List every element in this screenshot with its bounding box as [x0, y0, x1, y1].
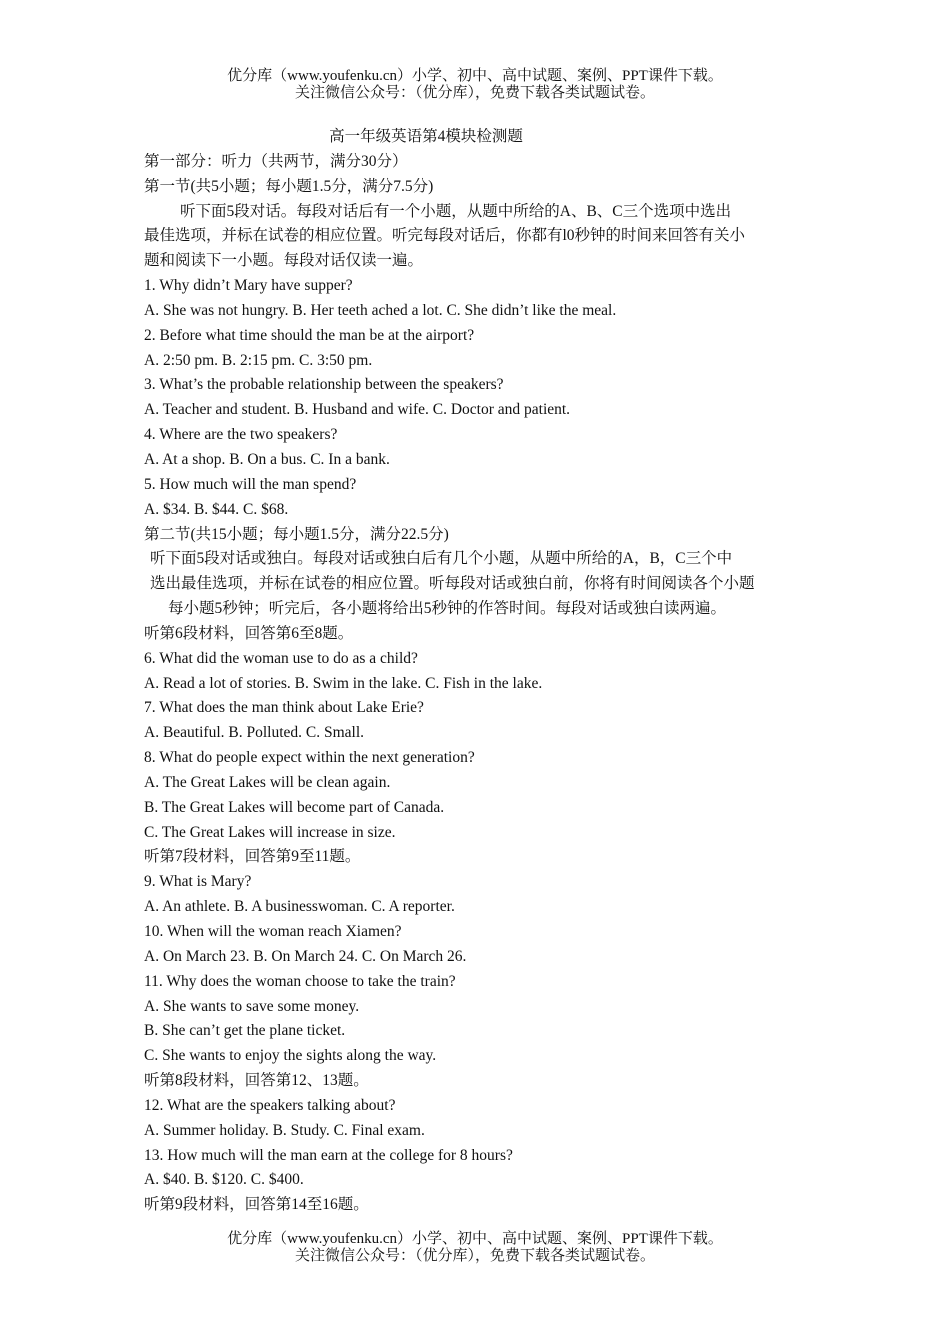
question-3-options: A. Teacher and student. B. Husband and wife. C. Doctor and patient.	[144, 401, 571, 419]
question-4: 4. Where are the two speakers?	[144, 426, 338, 444]
question-12-options: A. Summer holiday. B. Study. C. Final exam.	[144, 1121, 425, 1139]
footer-line-2: 关注微信公众号：（优分库），免费下载各类试题试卷。	[294, 1248, 655, 1264]
question-5: 5. How much will the man spend?	[144, 475, 357, 493]
question-4-options: A. At a shop. B. On a bus. C. In a bank.	[144, 450, 390, 468]
question-6: 6. What did the woman use to do as a child?	[144, 649, 418, 667]
question-11-option-b: B. She can’t get the plane ticket.	[144, 1022, 346, 1040]
material-9-label: 听第9段材料，回答第14至16题。	[144, 1196, 369, 1214]
question-12: 12. What are the speakers talking about?	[144, 1096, 396, 1114]
part1-heading: 第一部分：听力（共两节，满分30分）	[144, 152, 408, 170]
material-8-label: 听第8段材料，回答第12、13题。	[144, 1072, 369, 1090]
question-3: 3. What’s the probable relationship between the speakers?	[144, 376, 504, 394]
question-11-option-a: A. She wants to save some money.	[144, 997, 360, 1015]
question-1: 1. Why didn’t Mary have supper?	[144, 277, 353, 295]
page-footer	[0, 1231, 950, 1265]
question-2: 2. Before what time should the man be at the airport?	[144, 326, 475, 344]
header-line-2: 关注微信公众号：（优分库），免费下载各类试题试卷。	[294, 85, 655, 101]
material-6-label: 听第6段材料，回答第6至8题。	[144, 624, 354, 642]
header-line-1: 优分库（www.youfenku.cn）小学、初中、高中试题、案例、PPT课件下载。	[227, 68, 723, 84]
question-1-options: A. She was not hungry. B. Her teeth ached a lot. C. She didn’t like the meal.	[144, 301, 617, 319]
question-11-option-c: C. She wants to enjoy the sights along the way.	[144, 1047, 437, 1065]
question-9-options: A. An athlete. B. A businesswoman. C. A reporter.	[144, 898, 455, 916]
footer-line-1: 优分库（www.youfenku.cn）小学、初中、高中试题、案例、PPT课件下载。	[227, 1231, 723, 1247]
question-8-option-a: A. The Great Lakes will be clean again.	[144, 773, 391, 791]
question-7-options: A. Beautiful. B. Polluted. C. Small.	[144, 724, 365, 742]
section2-instructions-line: 选出最佳选项，并标在试卷的相应位置。听每段对话或独白前，你将有时间阅读各个小题	[150, 575, 755, 593]
section1-instructions-line: 最佳选项，并标在试卷的相应位置。听完每段对话后，你都有l0秒钟的时间来回答有关小	[144, 227, 746, 245]
exam-content	[144, 125, 808, 1218]
question-10-options: A. On March 23. B. On March 24. C. On March 26.	[144, 947, 467, 965]
question-11: 11. Why does the woman choose to take the train?	[144, 972, 456, 990]
question-2-options: A. 2:50 pm. B. 2:15 pm. C. 3:50 pm.	[144, 351, 373, 369]
section2-instructions-line: 每小题5秒钟；听完后，各小题将给出5秒钟的作答时间。每段对话或独白读两遍。	[168, 600, 727, 618]
question-7: 7. What does the man think about Lake Erie?	[144, 699, 424, 717]
section2-instructions-line: 听下面5段对话或独白。每段对话或独白后有几个小题，从题中所给的A，B，C三个中	[150, 550, 733, 568]
section1-instructions-line: 听下面5段对话。每段对话后有一个小题，从题中所给的A、B、C三个选项中选出	[180, 202, 732, 220]
question-9: 9. What is Mary?	[144, 873, 252, 891]
question-8: 8. What do people expect within the next generation?	[144, 749, 475, 767]
section1-heading: 第一节(共5小题；每小题1.5分，满分7.5分)	[144, 177, 434, 195]
question-13-options: A. $40. B. $120. C. $400.	[144, 1171, 304, 1189]
question-13: 13. How much will the man earn at the college for 8 hours?	[144, 1146, 513, 1164]
exam-title: 高一年级英语第4模块检测题	[329, 128, 523, 145]
question-10: 10. When will the woman reach Xiamen?	[144, 923, 402, 940]
question-8-option-b: B. The Great Lakes will become part of Canada.	[144, 798, 445, 816]
material-7-label: 听第7段材料，回答第9至11题。	[144, 848, 361, 866]
question-8-option-c: C. The Great Lakes will increase in size.	[144, 823, 396, 841]
section1-instructions-line: 题和阅读下一小题。每段对话仅读一遍。	[144, 252, 424, 270]
page-header	[0, 68, 950, 102]
question-6-options: A. Read a lot of stories. B. Swim in the lake. C. Fish in the lake.	[144, 674, 543, 692]
question-5-options: A. $34. B. $44. C. $68.	[144, 500, 289, 518]
section2-heading: 第二节(共15小题；每小题1.5分，满分22.5分)	[144, 525, 449, 543]
